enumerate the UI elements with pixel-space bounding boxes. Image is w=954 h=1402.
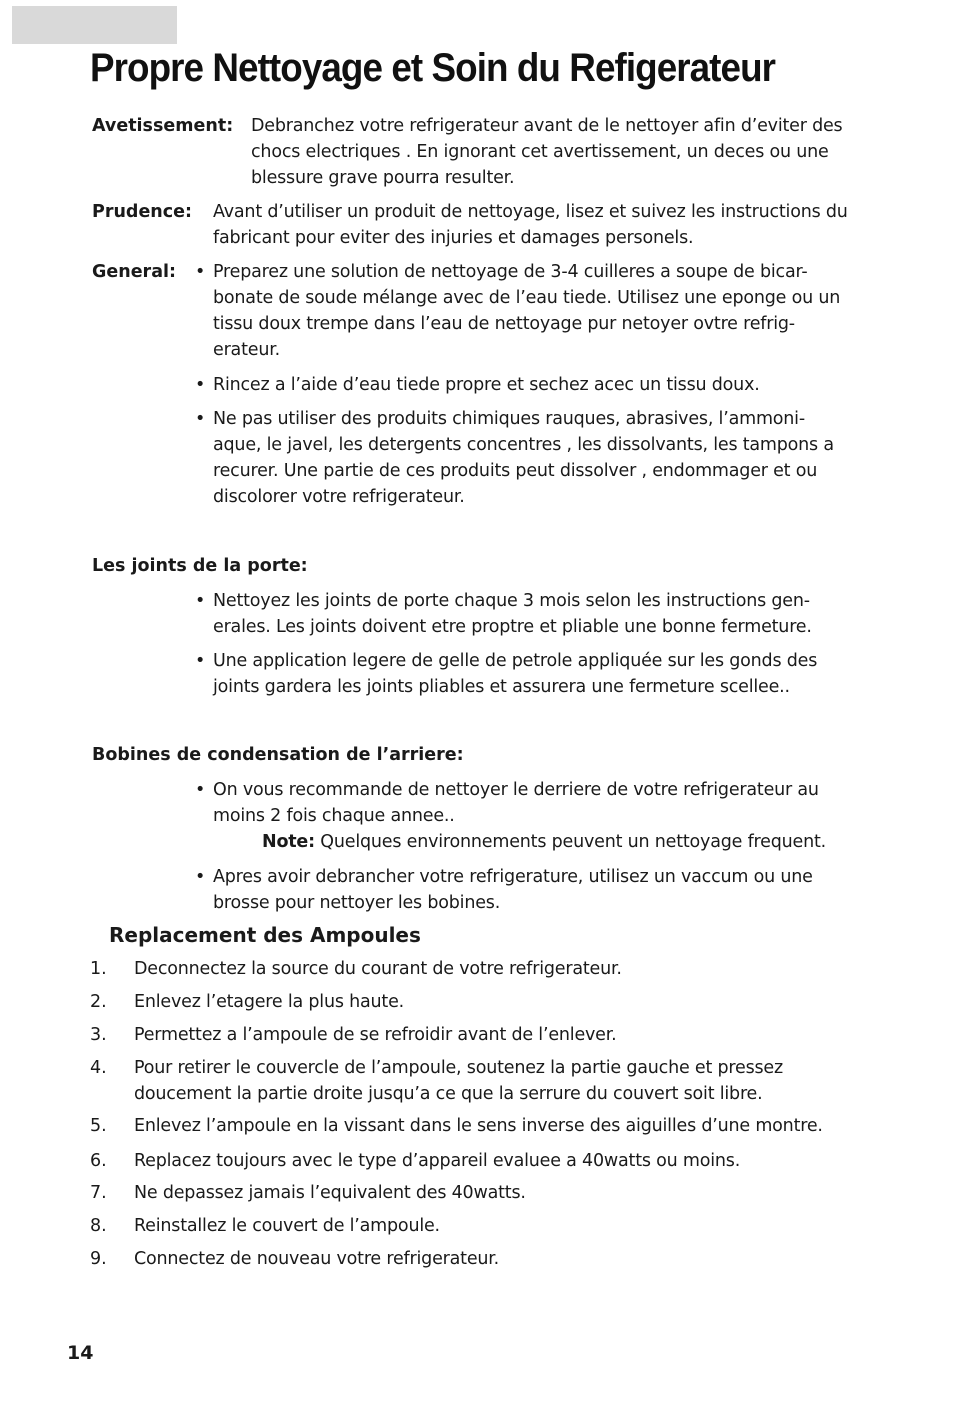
general-bullet-2: Rincez a l’aide d’eau tiede propre et sechez acec un tissu doux. xyxy=(213,375,760,395)
door-seals-bullet-1: Nettoyez les joints de porte chaque 3 mois selon les instructions gen- erales. Les joints doivent etre proptre et pliable une bonne fermeture. xyxy=(213,591,812,637)
step-text: Deconnectez la source du courant de votre refrigerateur. xyxy=(134,959,622,979)
step-text: Permettez a l’ampoule de se refroidir avant de l’enlever. xyxy=(134,1025,617,1045)
section-tab-marker xyxy=(12,6,177,44)
step-text: Enlevez l’ampoule en la vissant dans le sens inverse des aiguilles d’une montre. xyxy=(134,1116,823,1136)
step-number: 6. xyxy=(90,1151,107,1171)
step-number: 4. xyxy=(90,1058,107,1078)
coils-bullet-1: On vous recommande de nettoyer le derriere de votre refrigerateur au moins 2 fois chaque annee.. xyxy=(213,780,819,826)
caution-text: Avant d’utiliser un produit de nettoyage, lisez et suivez les instructions du fabricant pour eviter des injuries et damages personels. xyxy=(213,202,848,248)
step-number: 9. xyxy=(90,1249,107,1269)
step-text: Replacez toujours avec le type d’appareil evaluee a 40watts ou moins. xyxy=(134,1151,741,1171)
door-seals-bullet-2: Une application legere de gelle de petrole appliquée sur les gonds des joints gardera les joints pliables et assurera une fermeture scellee.. xyxy=(213,651,818,697)
step-text: Pour retirer le couvercle de l’ampoule, soutenez la partie gauche et pressez doucement la partie droite jusqu’a ce que la serrure du couvert soit libre. xyxy=(134,1058,783,1104)
step-text: Reinstallez le couvert de l’ampoule. xyxy=(134,1216,440,1236)
note-text: Quelques environnements peuvent un nettoyage frequent. xyxy=(320,832,826,852)
bullet-marker: • xyxy=(195,262,206,282)
general-bullet-3: Ne pas utiliser des produits chimiques rauques, abrasives, l’ammoni- aque, le javel, les detergents concentres , les dissolvants, les tampons a recurer. Une partie de ces produits peut dissolver , endommager et ou discolorer votre refrigerateur. xyxy=(213,409,834,507)
step-number: 8. xyxy=(90,1216,107,1236)
step-text: Ne depassez jamais l’equivalent des 40watts. xyxy=(134,1183,526,1203)
warning-text: Debranchez votre refrigerateur avant de le nettoyer afin d’eviter des chocs electriques . En ignorant cet avertissement, un deces ou une blessure grave pourra resulter. xyxy=(251,116,843,188)
bulbs-heading: Replacement des Ampoules xyxy=(109,923,421,947)
bullet-marker: • xyxy=(195,867,206,887)
bullet-marker: • xyxy=(195,375,206,395)
step-text: Connectez de nouveau votre refrigerateur. xyxy=(134,1249,500,1269)
step-number: 3. xyxy=(90,1025,107,1045)
step-number: 5. xyxy=(90,1116,107,1136)
step-number: 2. xyxy=(90,992,107,1012)
bullet-marker: • xyxy=(195,409,206,429)
warning-label: Avetissement: xyxy=(92,116,234,136)
bullet-marker: • xyxy=(195,591,206,611)
step-number: 1. xyxy=(90,959,107,979)
page-title: Propre Nettoyage et Soin du Refigerateur xyxy=(90,46,776,90)
coils-heading: Bobines de condensation de l’arriere: xyxy=(92,745,464,765)
bullet-marker: • xyxy=(195,780,206,800)
page-number: 14 xyxy=(67,1342,94,1364)
coils-note xyxy=(262,829,862,855)
note-label: Note: xyxy=(262,832,315,852)
caution-label: Prudence: xyxy=(92,202,193,222)
step-number: 7. xyxy=(90,1183,107,1203)
general-bullet-1: Preparez une solution de nettoyage de 3-4 cuilleres a soupe de bicar- bonate de soude mélange avec de l’eau tiede. Utilisez une eponge ou un tissu doux trempe dans l’eau de nettoyage pur netoyer ovtre refrig- erateur. xyxy=(213,262,841,360)
general-label: General: xyxy=(92,262,176,282)
step-text: Enlevez l’etagere la plus haute. xyxy=(134,992,405,1012)
coils-bullet-2: Apres avoir debrancher votre refrigerature, utilisez un vaccum ou une brosse pour nettoyer les bobines. xyxy=(213,867,813,913)
bullet-marker: • xyxy=(195,651,206,671)
door-seals-heading: Les joints de la porte: xyxy=(92,556,308,576)
